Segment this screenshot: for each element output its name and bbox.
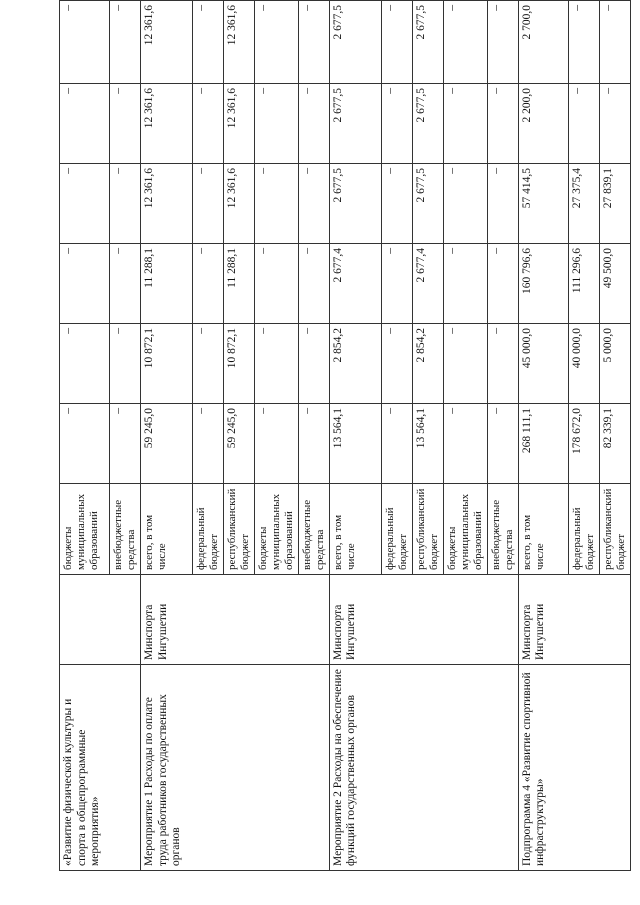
- amount-cell: –: [443, 164, 487, 244]
- table-row: [141, 1, 193, 871]
- amount-cell: –: [443, 1, 487, 84]
- funding-table: [59, 0, 631, 871]
- amount-cell: –: [110, 164, 141, 244]
- amount-cell: –: [255, 164, 299, 244]
- funding-source-cell: федеральный бюджет: [381, 484, 412, 575]
- amount-cell: –: [381, 404, 412, 484]
- amount-cell: 5 000,0: [599, 324, 630, 404]
- amount-cell: 11 288,1: [224, 244, 255, 324]
- row-name-cell: Мероприятие 2 Расходы на обеспечение функций государственных органов: [329, 665, 518, 871]
- amount-cell: 13 564,1: [329, 404, 381, 484]
- amount-cell: –: [110, 404, 141, 484]
- amount-cell: –: [110, 1, 141, 84]
- amount-cell: 2 677,5: [329, 164, 381, 244]
- amount-cell: 2 677,5: [329, 84, 381, 164]
- amount-cell: 59 245,0: [224, 404, 255, 484]
- owner-cell: [60, 575, 141, 665]
- amount-cell: 12 361,6: [141, 1, 193, 84]
- amount-cell: –: [110, 244, 141, 324]
- amount-cell: 49 500,0: [599, 244, 630, 324]
- amount-cell: –: [255, 324, 299, 404]
- amount-cell: 10 872,1: [224, 324, 255, 404]
- amount-cell: 57 414,5: [518, 164, 568, 244]
- funding-source-cell: бюджеты муниципальных образований: [60, 484, 110, 575]
- amount-cell: –: [599, 84, 630, 164]
- amount-cell: 160 796,6: [518, 244, 568, 324]
- amount-cell: 2 677,5: [329, 1, 381, 84]
- amount-cell: 2 677,4: [329, 244, 381, 324]
- amount-cell: 2 200,0: [518, 84, 568, 164]
- amount-cell: 2 677,5: [412, 1, 443, 84]
- amount-cell: –: [298, 84, 329, 164]
- amount-cell: 2 700,0: [518, 1, 568, 84]
- amount-cell: –: [60, 164, 110, 244]
- amount-cell: –: [193, 84, 224, 164]
- amount-cell: –: [60, 404, 110, 484]
- amount-cell: 2 677,5: [412, 164, 443, 244]
- table-row: [60, 1, 110, 871]
- amount-cell: 59 245,0: [141, 404, 193, 484]
- amount-cell: –: [487, 1, 518, 84]
- table-row: [518, 1, 568, 871]
- amount-cell: –: [255, 404, 299, 484]
- amount-cell: –: [443, 404, 487, 484]
- amount-cell: –: [381, 164, 412, 244]
- amount-cell: –: [60, 244, 110, 324]
- funding-source-cell: всего, в том числе: [518, 484, 568, 575]
- amount-cell: –: [255, 84, 299, 164]
- row-name-cell: Подпрограмма 4 «Развитие спортивной инфраструктуры»: [518, 665, 630, 871]
- amount-cell: 111 296,6: [568, 244, 599, 324]
- amount-cell: –: [443, 244, 487, 324]
- funding-source-cell: всего, в том числе: [141, 484, 193, 575]
- amount-cell: –: [193, 404, 224, 484]
- amount-cell: –: [487, 164, 518, 244]
- table-row: [329, 1, 381, 871]
- funding-source-cell: бюджеты муниципальных образований: [255, 484, 299, 575]
- amount-cell: 268 111,1: [518, 404, 568, 484]
- amount-cell: 178 672,0: [568, 404, 599, 484]
- amount-cell: 12 361,6: [224, 164, 255, 244]
- amount-cell: –: [298, 164, 329, 244]
- funding-source-cell: федеральный бюджет: [193, 484, 224, 575]
- funding-source-cell: федеральный бюджет: [568, 484, 599, 575]
- amount-cell: –: [193, 164, 224, 244]
- funding-source-cell: бюджеты муниципальных образований: [443, 484, 487, 575]
- amount-cell: –: [381, 1, 412, 84]
- amount-cell: 2 854,2: [412, 324, 443, 404]
- amount-cell: –: [298, 404, 329, 484]
- amount-cell: 2 677,4: [412, 244, 443, 324]
- amount-cell: –: [255, 244, 299, 324]
- amount-cell: –: [60, 84, 110, 164]
- amount-cell: –: [381, 84, 412, 164]
- amount-cell: –: [193, 244, 224, 324]
- rotated-table-page: [59, 1, 627, 871]
- funding-source-cell: всего, в том числе: [329, 484, 381, 575]
- amount-cell: –: [298, 244, 329, 324]
- amount-cell: –: [487, 404, 518, 484]
- funding-source-cell: республиканский бюджет: [412, 484, 443, 575]
- amount-cell: –: [60, 1, 110, 84]
- amount-cell: –: [110, 84, 141, 164]
- amount-cell: 12 361,6: [141, 164, 193, 244]
- amount-cell: 82 339,1: [599, 404, 630, 484]
- amount-cell: –: [599, 1, 630, 84]
- amount-cell: 2 854,2: [329, 324, 381, 404]
- amount-cell: –: [60, 324, 110, 404]
- funding-source-cell: республиканский бюджет: [599, 484, 630, 575]
- amount-cell: 27 839,1: [599, 164, 630, 244]
- amount-cell: –: [298, 324, 329, 404]
- owner-cell: Минспорта Ингушетии: [141, 575, 330, 665]
- row-name-cell: Мероприятие 1 Расходы по оплате труда работников государственных органов: [141, 665, 330, 871]
- amount-cell: –: [193, 1, 224, 84]
- amount-cell: –: [443, 324, 487, 404]
- amount-cell: 27 375,4: [568, 164, 599, 244]
- amount-cell: –: [568, 84, 599, 164]
- amount-cell: 13 564,1: [412, 404, 443, 484]
- funding-source-cell: республиканский бюджет: [224, 484, 255, 575]
- amount-cell: –: [110, 324, 141, 404]
- amount-cell: –: [443, 84, 487, 164]
- amount-cell: –: [568, 1, 599, 84]
- owner-cell: Минспорта Ингушетии: [329, 575, 518, 665]
- owner-cell: Минспорта Ингушетии: [518, 575, 630, 665]
- amount-cell: 12 361,6: [141, 84, 193, 164]
- amount-cell: –: [487, 84, 518, 164]
- funding-source-cell: внебюджетные средства: [487, 484, 518, 575]
- amount-cell: –: [381, 244, 412, 324]
- amount-cell: 11 288,1: [141, 244, 193, 324]
- amount-cell: 12 361,6: [224, 1, 255, 84]
- amount-cell: 45 000,0: [518, 324, 568, 404]
- amount-cell: 2 677,5: [412, 84, 443, 164]
- amount-cell: –: [193, 324, 224, 404]
- amount-cell: –: [487, 244, 518, 324]
- row-name-cell: «Развитие физической культуры и спорта в общепрограммные мероприятия»: [60, 665, 141, 871]
- amount-cell: –: [487, 324, 518, 404]
- amount-cell: 40 000,0: [568, 324, 599, 404]
- amount-cell: 10 872,1: [141, 324, 193, 404]
- funding-source-cell: внебюджетные средства: [110, 484, 141, 575]
- funding-source-cell: внебюджетные средства: [298, 484, 329, 575]
- amount-cell: 12 361,6: [224, 84, 255, 164]
- amount-cell: –: [381, 324, 412, 404]
- amount-cell: –: [255, 1, 299, 84]
- amount-cell: –: [298, 1, 329, 84]
